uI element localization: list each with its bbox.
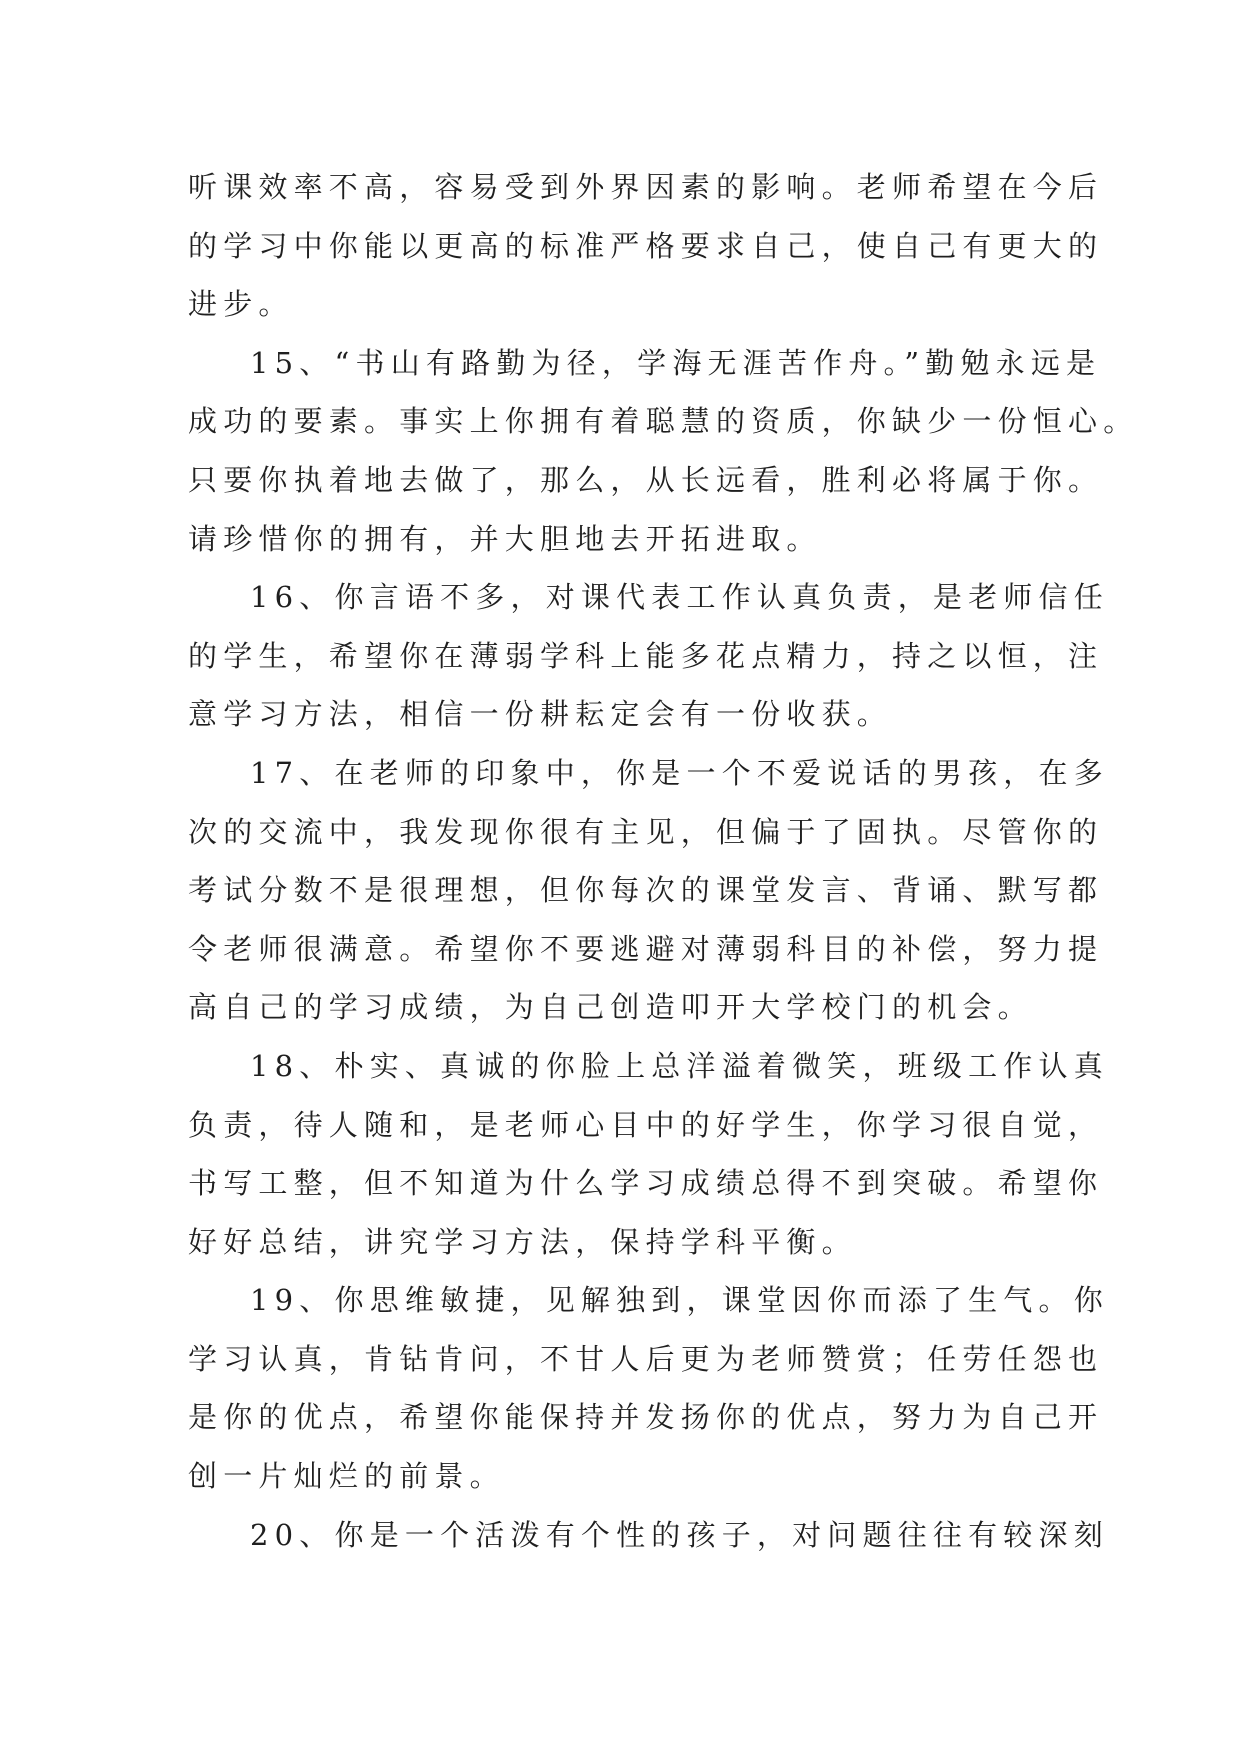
text-line: 令老师很满意。希望你不要逃避对薄弱科目的补偿，努力提 (188, 931, 1104, 966)
text-line: 意学习方法，相信一份耕耘定会有一份收获。 (188, 697, 893, 732)
text-line: 考试分数不是很理想，但你每次的课堂发言、背诵、默写都 (188, 873, 1104, 908)
text-line: 只要你执着地去做了，那么，从长远看，胜利必将属于你。 (188, 462, 1104, 497)
text-line: 成功的要素。事实上你拥有着聪慧的资质，你缺少一份恒心。 (188, 404, 1139, 439)
text-line: 听课效率不高，容易受到外界因素的影响。老师希望在今后 (188, 170, 1104, 204)
paragraph-start-16: 16、你言语不多，对课代表工作认真负责，是老师信任 (250, 580, 1109, 615)
paragraph-start-17: 17、在老师的印象中，你是一个不爱说话的男孩，在多 (250, 755, 1109, 790)
text-line: 书写工整，但不知道为什么学习成绩总得不到突破。希望你 (188, 1166, 1104, 1201)
text-line: 次的交流中，我发现你很有主见，但偏于了固执。尽管你的 (188, 814, 1104, 849)
body-text (188, 158, 1139, 1564)
text-line: 的学习中你能以更高的标准严格要求自己，使自己有更大的 (188, 228, 1104, 263)
paragraph-start-20: 20、你是一个活泼有个性的孩子，对问题往往有较深刻 (250, 1517, 1109, 1552)
text-line: 是你的优点，希望你能保持并发扬你的优点，努力为自己开 (188, 1400, 1104, 1435)
text-line: 好好总结，讲究学习方法，保持学科平衡。 (188, 1224, 857, 1259)
paragraph-start-18: 18、朴实、真诚的你脸上总洋溢着微笑，班级工作认真 (250, 1048, 1109, 1083)
text-line: 学习认真，肯钻肯问，不甘人后更为老师赞赏；任劳任怨也 (188, 1341, 1104, 1376)
text-line: 高自己的学习成绩，为自己创造叩开大学校门的机会。 (188, 990, 1033, 1025)
text-line: 负责，待人随和，是老师心目中的好学生，你学习很自觉， (188, 1107, 1104, 1142)
text-line: 进步。 (188, 287, 294, 322)
paragraph-start-15: 15、“书山有路勤为径，学海无涯苦作舟。”勤勉永远是 (250, 345, 1102, 380)
text-line: 请珍惜你的拥有，并大胆地去开拓进取。 (188, 521, 822, 556)
paragraph-start-19: 19、你思维敏捷，见解独到，课堂因你而添了生气。你 (250, 1283, 1109, 1318)
text-line: 的学生，希望你在薄弱学科上能多花点精力，持之以恒，注 (188, 638, 1104, 673)
text-line: 创一片灿烂的前景。 (188, 1459, 505, 1494)
